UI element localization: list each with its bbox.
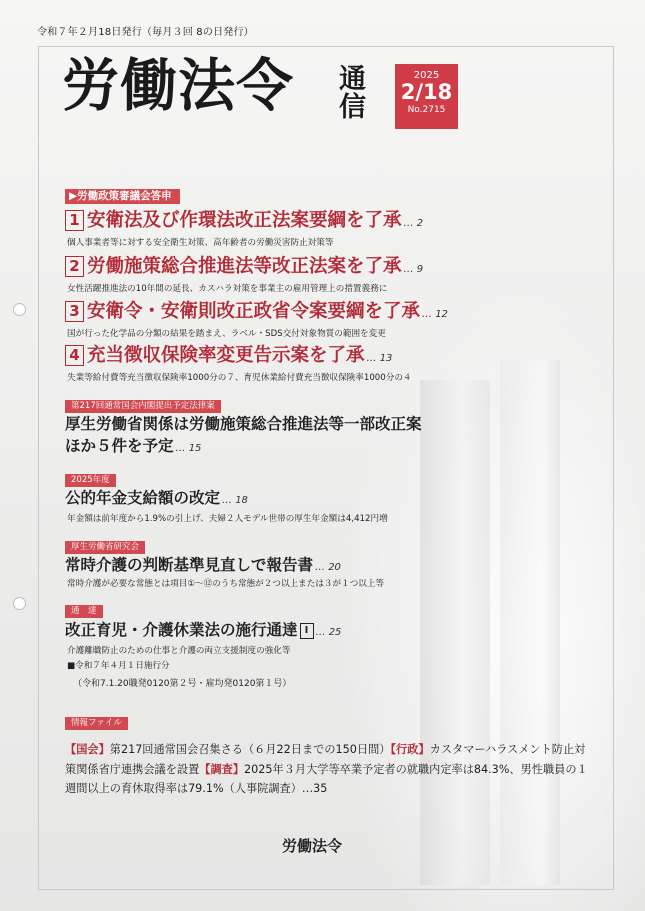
article-tag: 通 達: [65, 605, 103, 618]
headline-number: 4: [65, 345, 84, 366]
article-summary: 年金額は前年度から1.9%の引上げ、夫婦２人モデル世帯の厚生年金額は4,412円増: [67, 514, 388, 524]
page-ref: …35: [301, 782, 328, 795]
page-ref: … 9: [403, 264, 424, 275]
headline-title: 充当徴収保険率変更告示案を了承: [87, 345, 365, 366]
article-title: 公的年金支給額の改定: [65, 489, 221, 507]
issue-year: 2025: [413, 70, 440, 81]
article-diet-line1[interactable]: 厚生労働省関係は労働施策総合推進法等一部改正案: [65, 415, 422, 433]
article-pension[interactable]: [65, 488, 248, 511]
headline-summary: 女性活躍推進法の10年間の延長、カスハラ対策を事業主の雇用管理上の措置義務に: [67, 284, 388, 294]
headline-number: 3: [65, 301, 84, 322]
headline-number: 1: [65, 210, 84, 231]
headline-number: 2: [65, 256, 84, 277]
headline-summary: 国が行った化学品の分類の結果を踏まえ、ラベル・SDS交付対象物質の範囲を変更: [67, 329, 386, 339]
masthead-subtitle: 通信: [339, 64, 366, 123]
article-tag: 厚生労働省研究会: [65, 541, 145, 554]
article-tag: 2025年度: [65, 474, 116, 487]
page-ref: … 12: [422, 309, 448, 320]
headline-title: 労働施策総合推進法等改正法案を了承: [87, 256, 402, 277]
info-text: 2025年３月大学等卒業予定者の就職内定率は84.3%、男性職員の１週間以上の育休取得率は79.1%（人事院調査）: [65, 762, 588, 795]
info-paragraph: [65, 740, 590, 799]
volume-mark: Ⅰ: [300, 623, 314, 639]
headline-3[interactable]: [65, 301, 448, 326]
masthead-title: 労働法令: [62, 53, 294, 119]
article-summary: ■令和７年４月１日施行分: [67, 661, 170, 671]
article-diet-line2[interactable]: [65, 436, 201, 459]
issue-number: No.2715: [407, 105, 446, 115]
page-ref: … 13: [366, 353, 393, 364]
article-summary: （令和7.1.20職発0120第２号・雇均発0120第１号）: [73, 679, 292, 689]
page-ref: … 20: [315, 562, 341, 573]
info-keyword: 【国会】: [65, 743, 110, 756]
headline-summary: 個人事業者等に対する安全衛生対策、高年齢者の労働災害防止対策等: [67, 238, 334, 248]
info-text: カスタマーハラスメント防止対策関係省庁連携会議を設置: [65, 743, 586, 776]
headline-2[interactable]: [65, 256, 423, 281]
article-summary: 常時介護が必要な常態とは項目①～⑫のうち常態が２つ以上または３が１つ以上等: [67, 579, 385, 589]
article-title: 常時介護の判断基準見直しで報告書: [65, 556, 314, 574]
headline-4[interactable]: [65, 345, 392, 370]
headline-title: 安衛令・安衛則改正政省令案要綱を了承: [87, 301, 421, 322]
headline-summary: 失業等給付費等充当徴収保険率1000分の７、育児休業給付費充当徴収保険率1000分の４: [67, 373, 412, 383]
headline-1[interactable]: [65, 210, 423, 235]
info-keyword: 【調査】: [199, 762, 245, 776]
article-title: ほか５件を予定: [65, 437, 174, 455]
article-summary: 介護離職防止のための仕事と介護の両立支援制度の強化等: [67, 646, 291, 656]
info-keyword: 【行政】: [390, 743, 430, 756]
article-notice[interactable]: [65, 620, 341, 643]
publisher-name: 労働法令: [282, 837, 343, 855]
issue-note: 令和７年２月18日発行（毎月３回 8の日発行）: [37, 27, 254, 38]
headline-title: 安衛法及び作環法改正法案要綱を了承: [87, 210, 402, 231]
article-tag: 第217回通常国会内閣提出予定法律案: [65, 400, 221, 413]
issue-date: 2/18: [400, 80, 453, 104]
page-ref: … 2: [403, 218, 424, 229]
binder-hole: [13, 597, 26, 610]
info-tag: 情報ファイル: [65, 717, 128, 730]
binder-hole: [13, 303, 26, 316]
page-ref: … 25: [315, 627, 342, 638]
issue-date-box: [395, 64, 458, 129]
info-text: 第217回通常国会召集さる（６月22日までの150日間）: [109, 743, 391, 756]
article-care[interactable]: [65, 555, 341, 578]
article-title: 改正育児・介護休業法の施行通達: [65, 621, 298, 639]
page-ref: … 18: [222, 495, 248, 506]
section-label: ▶労働政策審議会答申: [65, 189, 180, 204]
page-ref: … 15: [175, 443, 202, 454]
